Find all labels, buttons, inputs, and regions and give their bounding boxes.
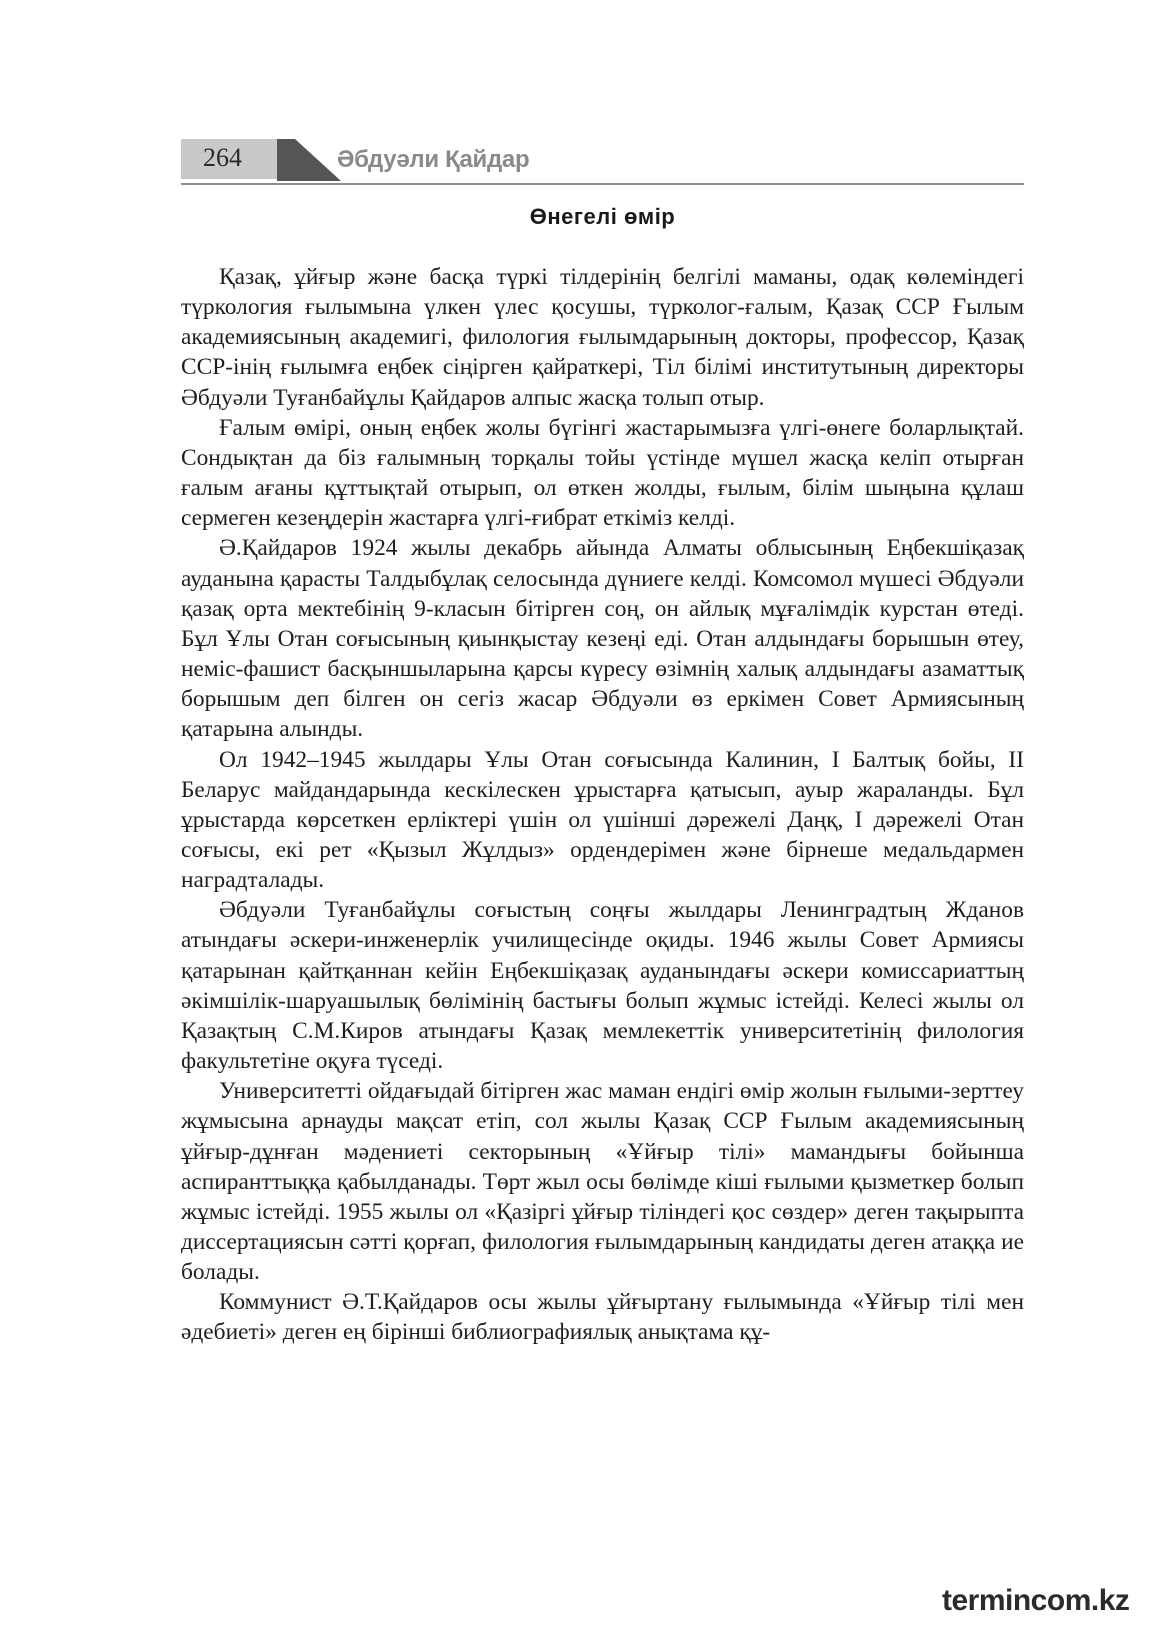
page-number: 264 (203, 143, 242, 172)
paragraph: Ғалым өмірі, оның еңбек жолы бүгінгі жастарымызға үлгі-өнеге боларлықтай. Сондықтан да біз ғалымның торқалы тойы үстінде мүшел жасқа келіп отырған ғалым ағаны құттықтай отырып, ол өткен жолды, ғылым, білім шыңына құлаш сермеген кезеңдерін жастарға үлгі-ғибрат еткіміз келді. (181, 414, 1024, 532)
article-body (181, 262, 1024, 1348)
article-title: Өнегелі өмір (529, 204, 676, 229)
paragraph: Ол 1942–1945 жылдары Ұлы Отан соғысында Калинин, I Балтық бойы, II Беларус майдандарында кескілескен ұрыстарға қатысып, ауыр жараланды. Бұл ұрыстарда көрсеткен ерліктері үшін ол үшінші дәрежелі Даңқ, I дәрежелі Отан соғысы, екі рет «Қызыл Жұлдыз» ордендерімен және бірнеше медальдармен наградталады. (181, 746, 1024, 894)
running-header (181, 139, 1024, 187)
paragraph: Университетті ойдағыдай бітірген жас маман ендігі өмір жолын ғылыми-зерттеу жұмысына арнауды мақсат етіп, сол жылы Қазақ ССР Ғылым академиясының ұйғыр-дұнған мәдениеті секторының «Ұйғыр тілі» мамандығы бойынша аспиранттыққа қабылданады. Төрт жыл осы бөлімде кіші ғылыми қызметкер болып жұмыс істейді. 1955 жылы ол «Қазіргі ұйғыр тіліндегі қос сөздер» деген тақырыпта диссертациясын сәтті қорғап, филология ғылымдарының кандидаты деген атаққа ие болады. (181, 1078, 1024, 1286)
running-title: Әбдуәли Қайдар (337, 146, 530, 173)
paragraph: Қазақ, ұйғыр және басқа түркі тілдерінің белгілі маманы, одақ көлеміндегі түркология ғылымына үлкен үлес қосушы, түрколог-ғалым, Қазақ ССР Ғылым академиясының академигі, филология ғылымдарының докторы, профессор, Қазақ ССР-інің ғылымға еңбек сіңірген қайраткері, Тіл білімі институтының директоры Әбдуәли Туғанбайұлы Қайдаров алпыс жасқа толып отыр. (181, 264, 1024, 411)
paragraph: Ә.Қайдаров 1924 жылы декабрь айында Алматы облысының Еңбекшіқазақ ауданына қарасты Талдыбұлақ селосында дүниеге келді. Комсомол мүшесі Әбдуәли қазақ орта мектебінің 9-класын бітірген соң, он айлық мұғалімдік курстан өтеді. Бұл Ұлы Отан соғысының қиынқыстау кезеңі еді. Отан алдындағы борышын өтеу, неміс-фашист басқыншыларына қарсы күресу өзімнің халық алдындағы азаматтық борышым деп білген он сегіз жасар Әбдуәли өз еркімен Совет Армиясының қатарына алынды. (181, 535, 1024, 743)
page-number-box (181, 139, 277, 179)
watermark-logo: termincom.kz (942, 1584, 1130, 1617)
paragraph: Әбдуәли Туғанбайұлы соғыстың соңғы жылдары Ленинградтың Жданов атындағы әскери-инженерлік училищесінде оқиды. 1946 жылы Совет Армиясы қатарынан қайтқаннан кейін Еңбекшіқазақ ауданындағы әскери комиссариаттың әкімшілік-шаруашылық бөлімінің бастығы болып жұмыс істейді. Келесі жылы ол Қазақтың С.М.Киров атындағы Қазақ мемлекеттік университетінің филология факультетіне оқуға түседі. (181, 897, 1024, 1075)
header-rule (181, 183, 1024, 185)
paragraph: Коммунист Ә.Т.Қайдаров осы жылы ұйғыртану ғылымында «Ұйғыр тілі мен әдебиеті» деген ең бірінші библиографиялық анықтама құ- (181, 1289, 1024, 1346)
